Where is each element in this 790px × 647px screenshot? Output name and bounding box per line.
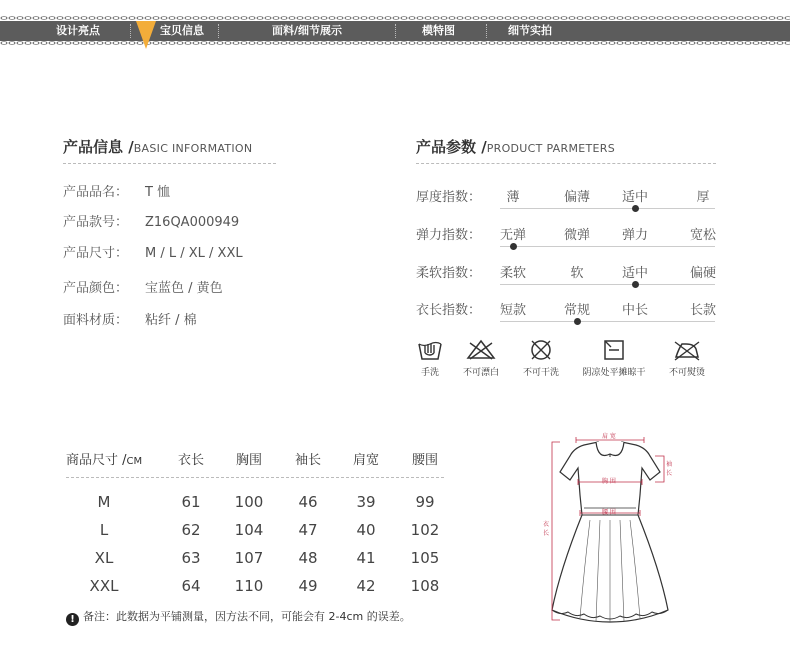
info-value: 粘纤 / 棉 (145, 313, 197, 328)
info-label: 产品款号： (63, 215, 129, 230)
size-table-header: 衣长 (177, 453, 205, 468)
divider (63, 163, 276, 164)
size-value-cell: 46 (298, 493, 318, 511)
param-option: 薄 (506, 190, 520, 205)
care-no-bleach (458, 339, 504, 378)
size-header-unit: CM (126, 456, 143, 467)
nav-item-design[interactable]: 设计亮点 (56, 24, 100, 37)
size-value-cell: 100 (234, 493, 264, 511)
param-scale-line (500, 208, 715, 209)
hand-wash-icon (417, 339, 443, 361)
divider (66, 477, 444, 478)
param-option: 微弹 (563, 228, 591, 243)
param-scale-line (500, 284, 715, 285)
param-option: 柔软 (499, 266, 527, 281)
size-cell: XL (94, 549, 114, 567)
size-value-cell: 61 (181, 493, 201, 511)
info-row-material (63, 309, 197, 328)
shoulder-label: 肩 宽 (602, 433, 616, 440)
info-label: 产品颜色： (63, 281, 129, 296)
param-option: 弹力 (621, 228, 649, 243)
dress-measurement-diagram (540, 420, 680, 635)
size-value-cell: 107 (234, 549, 264, 567)
care-dry-flat (576, 339, 652, 378)
size-value-cell: 39 (356, 493, 376, 511)
note-text: 备注：此数据为平铺测量，因方法不同，可能会有 2-4cm 的误差。 (83, 610, 411, 623)
param-level-marker (632, 281, 639, 288)
size-value-cell: 49 (298, 577, 318, 595)
nav-decoration-bottom (0, 40, 790, 46)
no-bleach-icon (466, 339, 496, 361)
nav-divider (395, 24, 396, 38)
param-label: 柔软指数： (416, 266, 482, 281)
param-level-marker (574, 318, 581, 325)
waist-label: 腰 围 (602, 509, 616, 516)
care-no-iron (664, 339, 710, 378)
param-label: 厚度指数： (416, 190, 482, 205)
param-label: 弹力指数： (416, 228, 482, 243)
param-option: 宽松 (689, 228, 717, 243)
dress-icon (540, 420, 680, 635)
size-value-cell: 104 (234, 521, 264, 539)
care-label: 不可干洗 (522, 368, 559, 378)
param-scale-line (500, 321, 715, 322)
param-scale-line (500, 246, 715, 247)
param-level-marker (632, 205, 639, 212)
nav-item-fabric[interactable]: 面料/细节展示 (272, 24, 343, 37)
no-dry-clean-icon (529, 339, 553, 361)
info-row-style (63, 211, 239, 230)
size-table-header: 腰围 (411, 453, 439, 468)
warning-icon: ! (66, 613, 79, 626)
info-row-color (63, 277, 223, 296)
basic-info-title: 产品信息 / (63, 138, 134, 156)
info-label: 产品尺寸： (63, 246, 129, 261)
care-label: 手洗 (420, 368, 439, 378)
params-heading (416, 136, 615, 157)
size-value-cell: 110 (234, 577, 264, 595)
params-subtitle: PRODUCT PARMETERS (486, 142, 615, 155)
basic-info-heading (63, 136, 252, 157)
param-option: 偏硬 (689, 266, 717, 281)
care-hand-wash (413, 339, 447, 378)
size-header-label: 商品尺寸 / (66, 453, 127, 468)
param-option: 适中 (621, 266, 649, 281)
size-value-cell: 64 (181, 577, 201, 595)
size-cell: M (97, 493, 111, 511)
shade-dry-flat-icon (603, 339, 625, 361)
size-value-cell: 99 (415, 493, 435, 511)
param-level-marker (510, 243, 517, 250)
active-nav-pointer-icon (136, 21, 156, 49)
nav-divider (218, 24, 219, 38)
size-value-cell: 47 (298, 521, 318, 539)
size-value-cell: 40 (356, 521, 376, 539)
length-label: 衣 长 (543, 521, 550, 537)
nav-item-model[interactable]: 模特图 (422, 24, 455, 37)
info-label: 产品品名： (63, 185, 129, 200)
size-value-cell: 41 (356, 549, 376, 567)
param-option: 常规 (563, 303, 591, 318)
care-label: 阴凉处平摊晾干 (582, 368, 646, 378)
no-iron-icon (672, 339, 702, 361)
size-value-cell: 63 (181, 549, 201, 567)
care-label: 不可漂白 (462, 368, 499, 378)
size-value-cell: 102 (410, 521, 440, 539)
info-value: Z16QA000949 (145, 215, 240, 230)
param-label: 衣长指数： (416, 303, 482, 318)
nav-item-details[interactable]: 细节实拍 (508, 24, 552, 37)
info-value: M / L / XL / XXL (145, 246, 243, 261)
size-value-cell: 108 (410, 577, 440, 595)
size-value-cell: 42 (356, 577, 376, 595)
size-table-header: 胸围 (235, 453, 263, 468)
size-value-cell: 48 (298, 549, 318, 567)
size-table-header-size (66, 449, 142, 468)
care-label: 不可熨烫 (668, 368, 705, 378)
info-row-name (63, 181, 170, 200)
size-table-header: 袖长 (294, 453, 322, 468)
param-option: 无弹 (499, 228, 527, 243)
param-option: 厚 (696, 190, 710, 205)
divider (416, 163, 716, 164)
nav-item-info[interactable]: 宝贝信息 (160, 24, 204, 37)
param-option: 适中 (621, 190, 649, 205)
param-option: 软 (570, 266, 584, 281)
param-option: 中长 (621, 303, 649, 318)
size-value-cell: 62 (181, 521, 201, 539)
param-option: 长款 (689, 303, 717, 318)
param-option: 短款 (499, 303, 527, 318)
param-option: 偏薄 (563, 190, 591, 205)
nav-divider (486, 24, 487, 38)
size-cell: L (99, 521, 109, 539)
care-no-dry-clean (518, 339, 564, 378)
bust-label: 胸 围 (602, 478, 616, 485)
basic-info-subtitle: BASIC INFORMATION (133, 142, 253, 155)
measurement-note (66, 608, 411, 626)
nav-divider (130, 24, 131, 38)
info-label: 面料材质： (63, 313, 129, 328)
sleeve-label: 袖 长 (666, 461, 673, 477)
size-cell: XXL (89, 577, 119, 595)
params-title: 产品参数 / (416, 138, 487, 156)
info-row-size (63, 242, 243, 261)
info-value: T 恤 (145, 185, 171, 200)
nav-bar (0, 21, 790, 41)
info-value: 宝蓝色 / 黄色 (145, 281, 223, 296)
size-table-header: 肩宽 (352, 453, 380, 468)
size-value-cell: 105 (410, 549, 440, 567)
